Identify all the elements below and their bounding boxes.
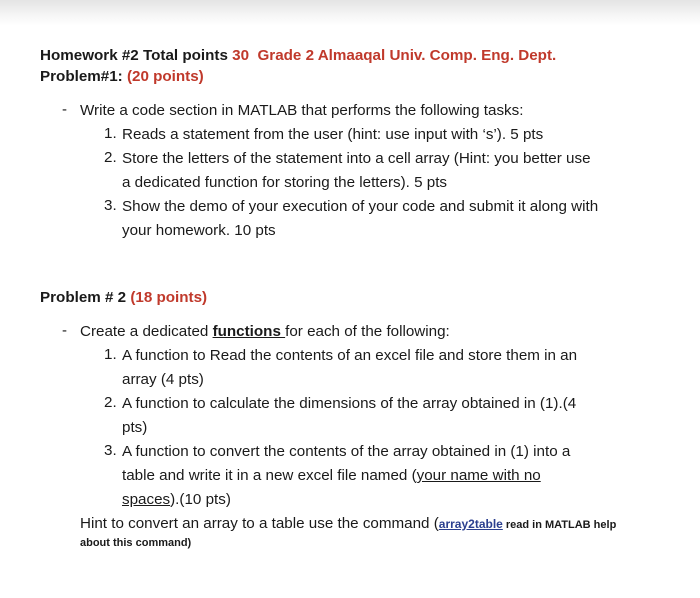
problem1-intro: Write a code section in MATLAB that performs the following tasks:: [80, 102, 524, 119]
problem2-dash: -: [62, 322, 67, 339]
problem1-label: Problem#1:: [40, 68, 127, 85]
hint-text-post: read in MATLAB help: [502, 519, 617, 531]
p1-item3-number: 3.: [104, 197, 117, 214]
header-title: Homework #2 Total points: [40, 47, 233, 64]
p1-item2-text-line1: Store the letters of the statement into a cell array (Hint: you better use: [122, 150, 591, 167]
p2-item2-text-line1: A function to calculate the dimensions of the array obtained in (1).(4: [122, 395, 577, 412]
hint-line: [80, 514, 616, 535]
p1-item3-text-line2: your homework. 10 pts: [122, 222, 276, 239]
p1-item1-number: 1.: [104, 125, 117, 142]
hint-line2: about this command): [80, 537, 192, 549]
p1-item2-text-line2: a dedicated function for storing the letters). 5 pts: [122, 174, 448, 191]
problem2-intro: [80, 322, 450, 341]
p2-item3-line3-post: ).(10 pts): [170, 491, 231, 508]
array2table-link[interactable]: array2table: [438, 517, 503, 531]
problem2-points: (18 points): [130, 289, 208, 306]
p2-item3-number: 3.: [104, 442, 117, 459]
p2-item1-text-line2: array (4 pts): [122, 371, 204, 388]
problem2-label: Problem # 2: [40, 289, 131, 306]
p1-item2-number: 2.: [104, 149, 117, 166]
hint-text: Hint to convert an array to a table use the command (: [80, 515, 439, 532]
header-dept: Grade 2 Almaaqal Univ. Comp. Eng. Dept.: [257, 47, 557, 64]
problem1-dash: -: [62, 101, 67, 118]
problem2-intro-post: for each of the following:: [285, 323, 450, 340]
p2-item3-line3-underlined: spaces: [122, 491, 171, 508]
problem1-heading: [40, 67, 204, 86]
homework-header: [40, 46, 556, 65]
problem2-heading: [40, 288, 207, 307]
p2-item2-number: 2.: [104, 394, 117, 411]
p2-item2-text-line2: pts): [122, 419, 148, 436]
p2-item3-line2-pre: table and write it in a new excel file named (: [122, 467, 417, 484]
p1-item3-text-line1: Show the demo of your execution of your code and submit it along with: [122, 198, 599, 215]
problem2-intro-pre: Create a dedicated: [80, 323, 213, 340]
problem1-points: (20 points): [126, 68, 204, 85]
p2-item1-text-line1: A function to Read the contents of an excel file and store them in an: [122, 347, 578, 364]
problem2-intro-functions: functions: [212, 323, 286, 340]
p2-item1-number: 1.: [104, 346, 117, 363]
p2-item3-text-line2: [122, 466, 541, 485]
header-points: 30: [232, 47, 250, 64]
p2-item3-text-line1: A function to convert the contents of the array obtained in (1) into a: [122, 443, 571, 460]
p2-item3-line2-underlined: your name with no: [416, 467, 541, 484]
p1-item1-text: Reads a statement from the user (hint: use input with ‘s’). 5 pts: [122, 126, 544, 143]
p2-item3-text-line3: [122, 490, 231, 509]
